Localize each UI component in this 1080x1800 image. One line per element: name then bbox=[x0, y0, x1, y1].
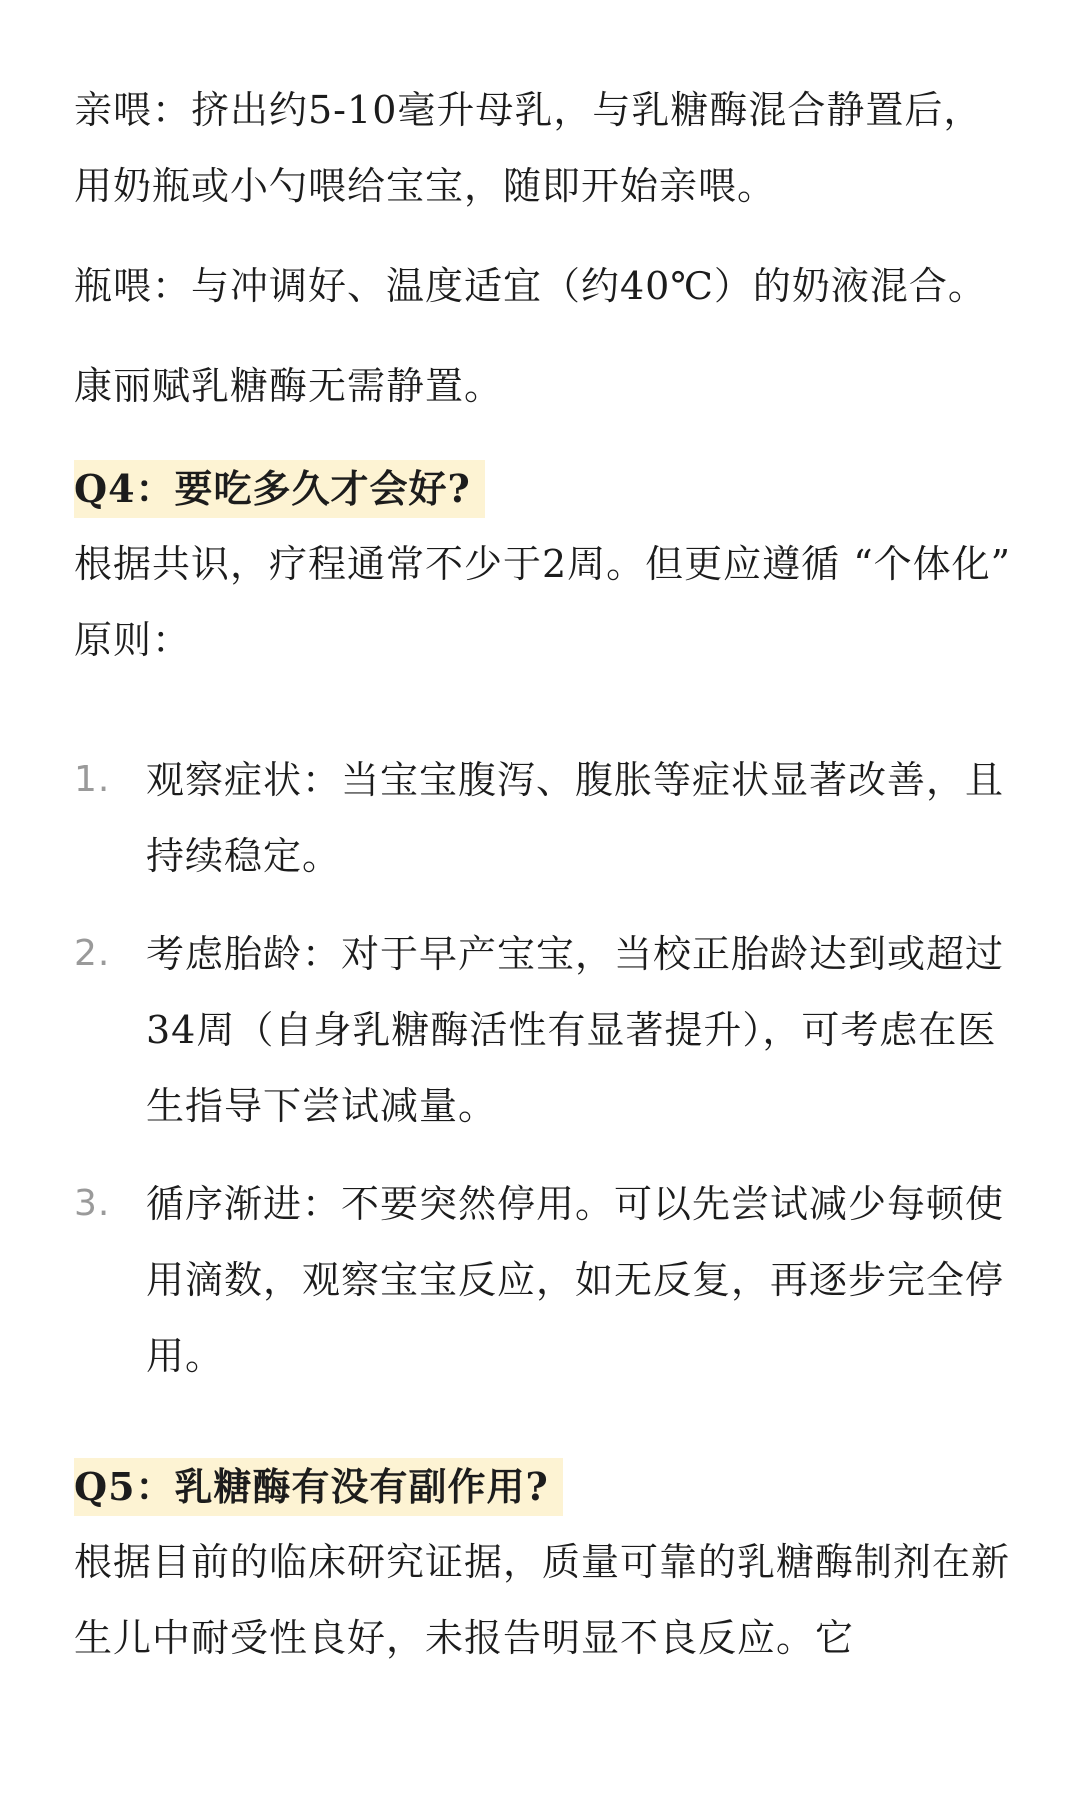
q4-heading-wrapper bbox=[74, 460, 1014, 526]
list-item-text: 循序渐进：不要突然停用。可以先尝试减少每顿使用滴数，观察宝宝反应，如无反复，再逐步完全停用。 bbox=[146, 1182, 1005, 1378]
list-number: 2. bbox=[74, 933, 111, 974]
q4-list bbox=[74, 742, 1014, 1394]
list-item bbox=[74, 742, 1014, 894]
bottle-feeding-paragraph: 瓶喂：与冲调好、温度适宜（约40℃）的奶液混合。 bbox=[74, 264, 987, 308]
list-item-text: 考虑胎龄：对于早产宝宝，当校正胎龄达到或超过34周（自身乳糖酶活性有显著提升），可考虑在医生指导下尝试减量。 bbox=[146, 932, 1005, 1128]
q5-heading: Q5：乳糖酶有没有副作用? bbox=[74, 1458, 563, 1516]
list-item bbox=[74, 916, 1014, 1144]
q5-heading-wrapper bbox=[74, 1458, 1014, 1524]
q4-intro: 根据共识，疗程通常不少于2周。但更应遵循 “个体化” 原则： bbox=[74, 542, 1012, 662]
list-number: 1. bbox=[74, 759, 111, 800]
brand-note-paragraph: 康丽赋乳糖酶无需静置。 bbox=[74, 364, 504, 408]
list-number: 3. bbox=[74, 1183, 111, 1224]
q4-heading: Q4：要吃多久才会好? bbox=[74, 460, 485, 518]
breastfeeding-paragraph: 亲喂：挤出约5-10毫升母乳，与乳糖酶混合静置后，用奶瓶或小勺喂给宝宝，随即开始亲喂。 bbox=[74, 88, 983, 208]
list-item bbox=[74, 1166, 1014, 1394]
q5-body: 根据目前的临床研究证据，质量可靠的乳糖酶制剂在新生儿中耐受性良好，未报告明显不良反应。它 bbox=[74, 1540, 1011, 1660]
list-item-text: 观察症状：当宝宝腹泻、腹胀等症状显著改善，且持续稳定。 bbox=[146, 758, 1005, 878]
article-content bbox=[74, 72, 1014, 1676]
